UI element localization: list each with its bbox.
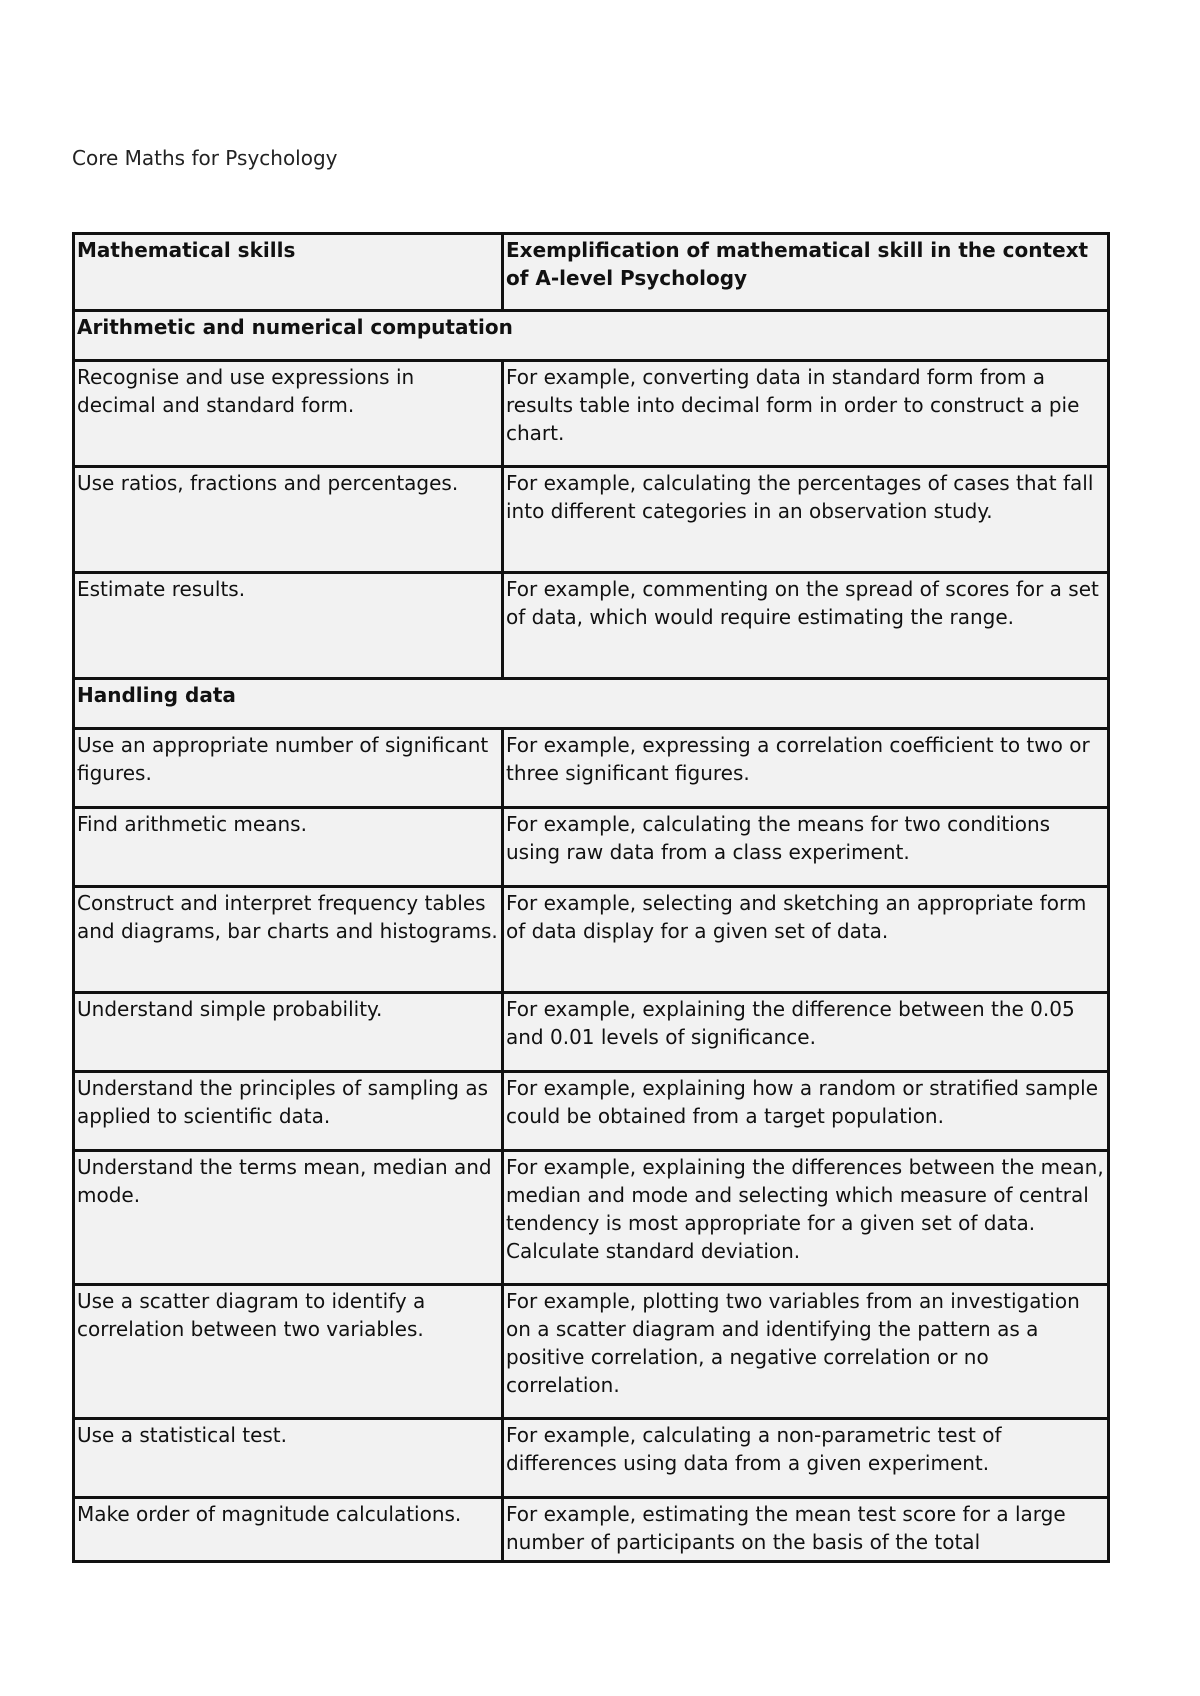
example-cell: For example, selecting and sketching an appropriate form of data display for a given set of data.	[503, 887, 1109, 993]
example-cell: For example, calculating the means for two conditions using raw data from a class experiment.	[503, 808, 1109, 887]
skill-cell: Use ratios, fractions and percentages.	[74, 467, 503, 573]
page-title: Core Maths for Psychology	[72, 146, 338, 170]
skill-cell: Construct and interpret frequency tables and diagrams, bar charts and histograms.	[74, 887, 503, 993]
section-heading: Handling data	[74, 679, 1109, 729]
table-row	[74, 361, 1109, 467]
table-row	[74, 1285, 1109, 1419]
table-row	[74, 887, 1109, 993]
table-row	[74, 1419, 1109, 1498]
skill-cell: Estimate results.	[74, 573, 503, 679]
skill-cell: Use a scatter diagram to identify a correlation between two variables.	[74, 1285, 503, 1419]
section-heading-row	[74, 679, 1109, 729]
header-exemplification: Exemplification of mathematical skill in the context of A-level Psychology	[503, 234, 1109, 311]
example-cell: For example, commenting on the spread of scores for a set of data, which would require estimating the range.	[503, 573, 1109, 679]
table-row	[74, 467, 1109, 573]
example-cell: For example, plotting two variables from an investigation on a scatter diagram and identifying the pattern as a positive correlation, a negative correlation or no correlation.	[503, 1285, 1109, 1419]
table-row	[74, 1072, 1109, 1151]
skill-cell: Use a statistical test.	[74, 1419, 503, 1498]
table-row	[74, 1498, 1109, 1562]
example-cell: For example, calculating a non-parametric test of differences using data from a given experiment.	[503, 1419, 1109, 1498]
skill-cell: Find arithmetic means.	[74, 808, 503, 887]
header-skills: Mathematical skills	[74, 234, 503, 311]
example-cell: For example, estimating the mean test score for a large number of participants on the basis of the total	[503, 1498, 1109, 1562]
example-cell: For example, calculating the percentages of cases that fall into different categories in an observation study.	[503, 467, 1109, 573]
table-row	[74, 1151, 1109, 1285]
table-row	[74, 993, 1109, 1072]
example-cell: For example, explaining how a random or stratified sample could be obtained from a target population.	[503, 1072, 1109, 1151]
table-row	[74, 729, 1109, 808]
skill-cell: Recognise and use expressions in decimal and standard form.	[74, 361, 503, 467]
skill-cell: Use an appropriate number of significant figures.	[74, 729, 503, 808]
skills-table	[72, 232, 1110, 1563]
example-cell: For example, explaining the difference between the 0.05 and 0.01 levels of significance.	[503, 993, 1109, 1072]
table-header-row	[74, 234, 1109, 311]
example-cell: For example, expressing a correlation coefficient to two or three significant figures.	[503, 729, 1109, 808]
example-cell: For example, explaining the differences between the mean, median and mode and selecting which measure of central tendency is most appropriate for a given set of data. Calculate standard deviation.	[503, 1151, 1109, 1285]
skill-cell: Understand simple probability.	[74, 993, 503, 1072]
section-heading: Arithmetic and numerical computation	[74, 311, 1109, 361]
table-row	[74, 808, 1109, 887]
skill-cell: Make order of magnitude calculations.	[74, 1498, 503, 1562]
skill-cell: Understand the principles of sampling as applied to scientific data.	[74, 1072, 503, 1151]
skill-cell: Understand the terms mean, median and mode.	[74, 1151, 503, 1285]
table-row	[74, 573, 1109, 679]
example-cell: For example, converting data in standard form from a results table into decimal form in order to construct a pie chart.	[503, 361, 1109, 467]
section-heading-row	[74, 311, 1109, 361]
